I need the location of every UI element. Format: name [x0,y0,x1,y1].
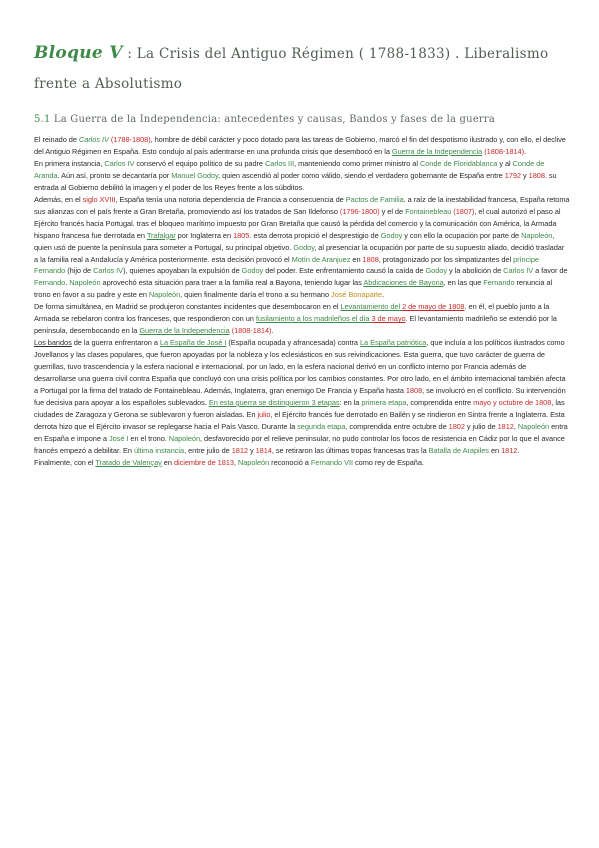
date: (1788-1808) [110,135,151,144]
block-label: Bloque V [34,43,123,63]
term-etapas: En esta guerra se distinguieron 3 etapas [208,397,340,407]
term-godoy: Godoy [293,242,315,252]
term-fernando: Fernando [34,278,66,288]
term-napoleon: Napoleón [521,230,553,240]
term-fernando-vii: Fernando VII [310,457,353,467]
term-espana-jose: La España de José I [159,338,227,348]
document-body [34,134,570,469]
term-floridablanca: Conde de Floridablanca [419,158,498,168]
date: (1808-1814) [231,326,272,336]
date: 1814 [255,445,272,455]
term-godoy: Manuel Godoy [171,170,219,180]
paragraph-1: El reinado de Carlos IV (1788-1808), hombre de débil carácter y poco dotado para las tareas de Gobierno, marcó el fin del despotismo ilustrado y, con ello, el declive del Antiguo Régimen en España. Esto condujo al país adentrarse en una profunda crisis que desembocó en la Guerra de la Independencia (1808-1814). [34,135,566,156]
term-carlos-iv: Carlos IV [503,266,534,276]
date: diciembre de 1813 [173,457,234,467]
date: 1808 [405,386,423,396]
term-primera-etapa: primera etapa [361,397,407,407]
date: 1808 [362,254,379,264]
term-carlos-iv: Carlos IV [104,158,135,168]
term-batalla-arapiles: Batalla de Arapiles [428,445,489,455]
term-napoleon: Napoleón [517,421,550,431]
date: siglo XVIII [82,194,116,204]
term-trafalgar: Trafalgar [146,230,176,240]
date: 1802 [448,421,465,431]
date: 1805 [233,230,250,240]
term-napoleon: Napoleón [69,278,101,288]
term-godoy: Godoy [241,266,264,276]
term-jose-i: José I [108,433,129,443]
term-pactos-familia: Pactos de Familia [345,194,404,204]
term-napoleon: Napoleón [237,457,270,467]
term-godoy: Godoy [425,266,447,276]
paragraph-4: De forma simultánea, en Madrid se produjeron constantes incidentes que desembocaron en el Levantamiento del 2 de mayo de 1808. en él, el pueblo junto a la Armada se rebelaron contra los franceses, que respondieron con un fusilamiento a los madrileños el día 3 de mayo. El levantamiento madrileño se extendió por la península, desembocando en la Guerra de la Independencia (1808-1814). [34,302,557,336]
date: 1812 [497,421,514,431]
term-jose-bonaparte: José Bonaparte [331,290,383,300]
term-principe-fernando: príncipe Fernando [34,254,539,276]
term-tratado-valencay: Tratado de Valençay [95,457,162,467]
date: 1808 [528,170,545,180]
term-fernando: Fernando [483,278,515,288]
term-bandos: Los bandos [34,338,72,348]
date: 2 de mayo de 1808 [402,302,465,312]
term-ultima-instancia: última instancia [133,445,185,455]
block-title [34,38,574,99]
term-carlos-iv: Carlos IV [78,135,109,144]
date: (1807) [453,206,475,216]
section-title: La Guerra de la Independencia: antecedentes y causas, Bandos y fases de la guerra [53,114,496,125]
term-aranda: Conde de Aranda [34,158,545,180]
term-carlos-iii: Carlos III [265,158,295,168]
term-guerra-independencia: Guerra de la Independencia [139,326,230,336]
date: 1792 [504,170,521,180]
paragraph-2: En primera instancia, Carlos IV conservó el equipo político de su padre Carlos III, manteniendo como primer ministro al Conde de Floridablanca y al Conde de Aranda. Aún así, pronto se decantaría por Manuel Godoy, quien ascendió al poder como válido, siendo el verdadero gobernante de España entre 1792 y 1808. su entrada al Gobierno debilitó la imagen y el poder de los Reyes frente a los súbditos. [34,158,557,192]
date: 1812 [231,445,248,455]
section-number: 5.1 [34,114,51,125]
term-godoy: Godoy [380,230,403,240]
date: (1796-1800) [339,206,380,216]
term-fontainebleau: Fontainebleau [405,206,452,216]
date: julio [257,409,271,419]
term-napoleon: Napoleón [168,433,201,443]
date: 3 de mayo [371,314,406,324]
term-abdicaciones-bayona: Abdicaciones de Bayona [363,278,444,288]
paragraph-5: Los bandos de la guerra enfrentaron a La España de José I (España ocupada y afrancesada) contra La España patriótica, que incluía a los políticos ilustrados como Jovellanos y las clases populares, que fueron apoyadas por la nobleza y los eclesiásticos en sus reivindicaciones. Esta guerra, que tuvo carácter de guerra de guerrillas, tuvo trascendencia y la esfera nacional e internacional. por un lado, en la esfera nacional derivó en un conflicto interno por Francia además de desarrollarse una guerra civil contra España que concluyó con una crisis política por los cambios constantes. Por otro lado, en el ámbito internacional también afecta a Portugal por la firma del tratado de Fontainebleau. Además, Inglaterra, gran enemigo De Francia y España hasta 1808, se involucró en el conflicto. Su intervención fue decisiva para apoyar a los españoles sublevados. En esta guerra se distinguieron 3 etapas: en la primera etapa, comprendida entre mayo y octubre de 1808, las ciudades de Zaragoza y Gerona se sublevaron y fueron aisladas. En julio, el Ejército francés fue derrotado en Bailén y se rindieron en Sintra frente a Inglaterra. Esta derrota hizo que el Ejército invasor se replegarse hacia el País Vasco. Durante la segunda etapa, comprendida entre octubre de 1802 y julio de 1812, Napoleón entra en España e impone a José I en el trono. Napoleón, desfavorecido por el relieve peninsular, no pudo controlar los focos de resistencia en Cádiz por lo que el avance francés empezó a debilitar. En última instancia, entre julio de 1812 y 1814, se retiraron las últimas tropas francesas tras la Batalla de Arapiles en 1812. [34,338,568,455]
term-guerra-independencia: Guerra de la Independencia [391,146,483,156]
term-fusilamiento: fusilamiento a los madrileños el día [255,314,372,324]
paragraph-6: Finalmente, con el Tratado de Valençay en diciembre de 1813, Napoleón reconoció a Fernando VII como rey de España. [34,457,424,467]
term-espana-patriotica: La España patriótica [359,338,427,348]
paragraph-3: Además, en el siglo XVIII, España tenía una notoria dependencia de Francia a consecuencia de Pactos de Familia. a raíz de la inestabilidad francesa, España retoma sus alianzas con el país frente a Gran Bretaña, promoviendo así los tratados de San Ildefonso (1796-1800) y el de Fontainebleau (1807), el cual autorizó el paso al Ejército francés hacia Portugal. tras el bloqueo marítimo impuesto por Gran Bretaña que causó la pérdida del comercio y la comunicación con América, la Armada hispano francesa fue derrotada en Trafalgar por Inglaterra en 1805. esta derrota propició el desprestigio de Godoy y con ello la ocupación por parte de Napoleón, quien usó de puente la península para someter a Portugal, su principal objetivo. Godoy, al presenciar la ocupación por parte de su supuesto aliado, decidió trasladar a la familia real a Andalucía y América posteriormente. esta decisión provocó el Motín de Aranjuez en 1808, protagonizado por los simpatizantes del príncipe Fernando (hijo de Carlos IV), quienes apoyaban la expulsión de Godoy del poder. Este enfrentamiento causó la caída de Godoy y la abolición de Carlos IV a favor de Fernando. Napoleón aprovechó esta situación para traer a la familia real a Bayona, teniendo lugar las Abdicaciones de Bayona, en las que Fernando renuncia al trono en favor a su padre y este en Napoleón, quien finalmente daría el trono a su hermano José Bonaparte. [34,194,570,300]
term-segunda-etapa: segunda etapa [297,421,346,431]
date: mayo y octubre de 1808 [473,397,552,407]
term-carlos-iv: Carlos IV [93,266,124,276]
term-levantamiento: Levantamiento del [340,302,403,312]
block-heading: : La Crisis del Antiguo Régimen ( 1788-1833) . Liberalismo frente a Absolutismo [34,46,549,92]
date: (1808-1814) [484,146,524,156]
term-motin-aranjuez: Motín de Aranjuez [291,254,351,264]
term-napoleon: Napoleón [148,290,181,300]
section-heading [34,114,579,125]
date: 1812 [501,445,518,455]
